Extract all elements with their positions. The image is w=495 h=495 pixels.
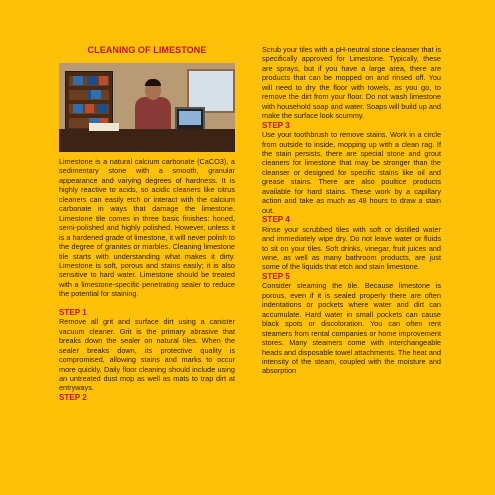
step-1-heading: STEP 1 [59, 307, 87, 317]
step-5-heading: STEP 5 [262, 271, 290, 281]
step-4-text: Rinse your scrubbed tiles with soft or distilled water and immediately wipe dry. Do not leave water or fluids to sit on your tiles. Soft drinks, vinegar, fruit juices and wine, as well as many bathroom products, are just some of the liquids that etch and stain limestone. [262, 224, 441, 272]
step-2-heading: STEP 2 [59, 392, 87, 402]
left-column [59, 157, 235, 402]
step-3-text: Use your toothbrush to remove stains. Work in a circle from outside to inside, mopping up with a clean rag. If the stain persists, there are special stone and grout cleaners for limestone that may be stronger than the cleanser or designed for specific stains like oil and grease stains. There are also poultice products available for hard stains. These work by a capillary action and take as much as 48 hours to draw a stain out. [262, 130, 441, 215]
photo-person [135, 97, 171, 131]
step-3-heading: STEP 3 [262, 120, 290, 130]
intro-paragraph: Limestone is a natural calcium carbonate (CaCO3), a sedimentary stone with a smooth, granular appearance and varying degrees of hardness. It is highly reactive to acids, so acidic cleaners like citrus cleaners can easily etch or interact with the calcium carbonate in ways that damage the limestone. Limestone tile comes in three basic finishes: honed, semi-polished and highly polished. However, unless it is a hardened grade of limestone, it will never polish to the degree of granites or marbles. Cleaning limestone tile starts with understanding what makes it dirty. Limestone is soft, porous and stains easily; it is also sensitive to hard water. Limestone should be treated with a limestone-specific penetrating sealer to reduce the potential for staining. [59, 157, 235, 299]
photo-monitor [175, 107, 205, 131]
office-photo [59, 63, 235, 152]
step-4-heading: STEP 4 [262, 215, 290, 225]
step-2-text: Scrub your tiles with a pH-neutral stone cleanser that is specifically approved for Limestone. Typically, these are sprays, but if you have a large area, there are products that can be mopped on and rinsed off. You will need to dry the floor with towels, as you go, to remove the dirt from your floor. Do not wash limestone with household soap and water. Soaps will build up and make the surface look scummy. [262, 45, 441, 121]
step-5-text: Consider steaming the tile. Because limestone is porous, even if it is sealed properly there are often indentations or pockets where water and dirt can accumulate. Hard water in small pockets can cause black spots or discoloration. You can often rent steamers from rental companies or home improvement stores. Many steamers come with interchangeable heads and disposable towel attachments. The heat and intensity of the steam, coupled with the moisture and absorption [262, 281, 441, 376]
page-title: CLEANING OF LIMESTONE [87, 45, 207, 55]
right-column [262, 45, 441, 376]
photo-bookshelf [65, 71, 113, 131]
step-1-text: Remove all grit and surface dirt using a canister vacuum cleaner. Grit is the primary abrasive that breaks down the sealer on natural tiles. When the sealer breaks down, its protective quality is compromised, allowing stains and marks to occur more quickly. Daily floor cleaning should include using an untreated dust mop as well as mats to trap dirt at entryways. [59, 317, 235, 393]
photo-desk [59, 129, 235, 152]
